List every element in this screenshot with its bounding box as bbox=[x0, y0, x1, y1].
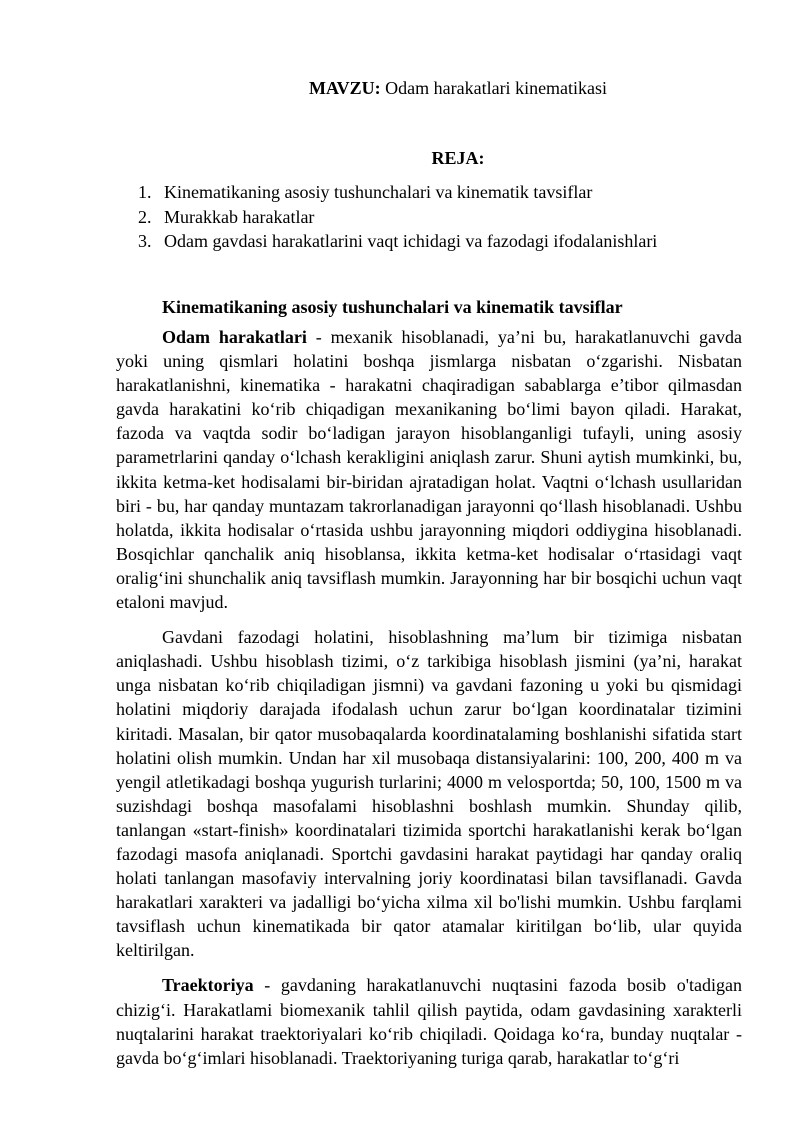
paragraph-text: - mexanik hisoblanadi, ya’ni bu, harakatlanuvchi gavda yoki uning qismlari holatini boshqa jismlarga nisbatan o‘zgarishi. Nisbatan harakatlanishni, kinematika - harakatni chaqiradigan sabablarga e’tibor qilmasdan gavda harakatini ko‘rib chiqadigan mexanikaning bo‘limi bayon qiladi. Harakat, fazoda va vaqtda sodir bo‘ladigan jarayon hisoblanganligi tufayli, uning asosiy parametrlarini qanday o‘lchash kerakligini aniqlash zarur. Shuni aytish mumkinki, bu, ikkita ketma-ket hodisalami bir-biridan ajratadigan holat. Vaqtni o‘lchash usullaridan biri - bu, har qanday muntazam takrorlanadigan jarayonni qo‘llash hisoblanadi. Ushbu holatda, ikkita hodisalar o‘rtasida ushbu jarayonning miqdori oddiygina hisoblanadi. Bosqichlar qanchalik aniq hisoblansa, ikkita ketma-ket hodisalar o‘rtasidagi vaqt oralig‘ini shunchalik aniq tavsiflash mumkin. Jarayonning har bir bosqichi uchun vaqt etaloni mavjud. bbox=[116, 327, 742, 613]
plan-item-text: Kinematikaning asosiy tushunchalari va kinematik tavsiflar bbox=[164, 182, 593, 202]
plan-heading: REJA: bbox=[431, 148, 485, 168]
plan-item bbox=[138, 180, 657, 205]
paragraph bbox=[116, 625, 742, 962]
plan-item-text: Murakkab harakatlar bbox=[164, 206, 315, 227]
paragraph-text: Gavdani fazodagi holatini, hisoblashning ma’lum bir tizimiga nisbatan aniqlashadi. Ushbu hisoblash tizimi, o‘z tarkibiga hisoblash jismini (ya’ni, harakat unga nisbatan ko‘rib chiqiladigan jismni) va gavdani fazoning u yoki bu qismidagi holatini miqdoriy darajada ifodalash uchun zarur bo‘lgan koordinatalar tizimini kiritadi. Masalan, bir qator musobaqalarda koordinatalaming boshlanishi sifatida start holatini olish mumkin. Undan har xil musobaqa distansiyalarini: 100, 200, 400 m va yengil atletikadagi boshqa yugurish turlarini; 4000 m velosportda; 50, 100, 1500 m va suzishdagi boshqa masofalami hisoblashni boshlash mumkin. Shunday qilib, tanlangan «start-finish» koordinatalari tizimida sportchi harakatlanishi kerak bo‘lgan fazodagi masofa aniqlanadi. Sportchi gavdasini harakat paytidagi har qanday oraliq holati tanlangan masofaviy intervalning joriy koordinatasi bilan tavsiflanadi. Gavda harakatlari xarakteri va jadalligi bo‘yicha xilma xil bo'lishi mumkin. Ushbu farqlami tavsiflash uchun kinematikada bir qator atamalar kiritilgan bo‘lib, ular quyida keltirilgan. bbox=[116, 627, 742, 961]
section-body bbox=[116, 325, 742, 1070]
paragraph bbox=[116, 325, 742, 614]
plan-item-number: 1. bbox=[138, 182, 152, 202]
plan-item-number: 3. bbox=[138, 231, 152, 251]
plan-item bbox=[138, 205, 657, 230]
term-odam-harakatlari: Odam harakatlari bbox=[162, 327, 307, 347]
document-title bbox=[116, 78, 742, 98]
plan-item-text: Odam gavdasi harakatlarini vaqt ichidagi va fazodagi ifodalanishlari bbox=[164, 231, 658, 251]
term-traektoriya: Traektoriya bbox=[162, 975, 254, 996]
plan-list bbox=[138, 180, 657, 254]
title-text: Odam harakatlari kinematikasi bbox=[380, 78, 608, 98]
plan-item-number: 2. bbox=[138, 206, 152, 227]
paragraph-text: - gavdaning harakatlanuvchi nuqtasini fazoda bosib o'tadigan chizig‘i. Harakatlami biomexanik tahlil qilish paytida, odam gavdasining xarakterli nuqtalarini harakat traektoriyalari ko‘rib chiqiladi. Qoidaga ko‘ra, bunday nuqtalar - gavda bo‘g‘imlari hisoblanadi. Traektoriyaning turiga qarab, harakatlar to‘g‘ri bbox=[116, 975, 742, 1068]
paragraph bbox=[116, 973, 742, 1069]
plan-item bbox=[138, 229, 657, 254]
title-label: MAVZU: bbox=[308, 78, 381, 98]
section-heading: Kinematikaning asosiy tushunchalari va kinematik tavsiflar bbox=[162, 297, 623, 317]
